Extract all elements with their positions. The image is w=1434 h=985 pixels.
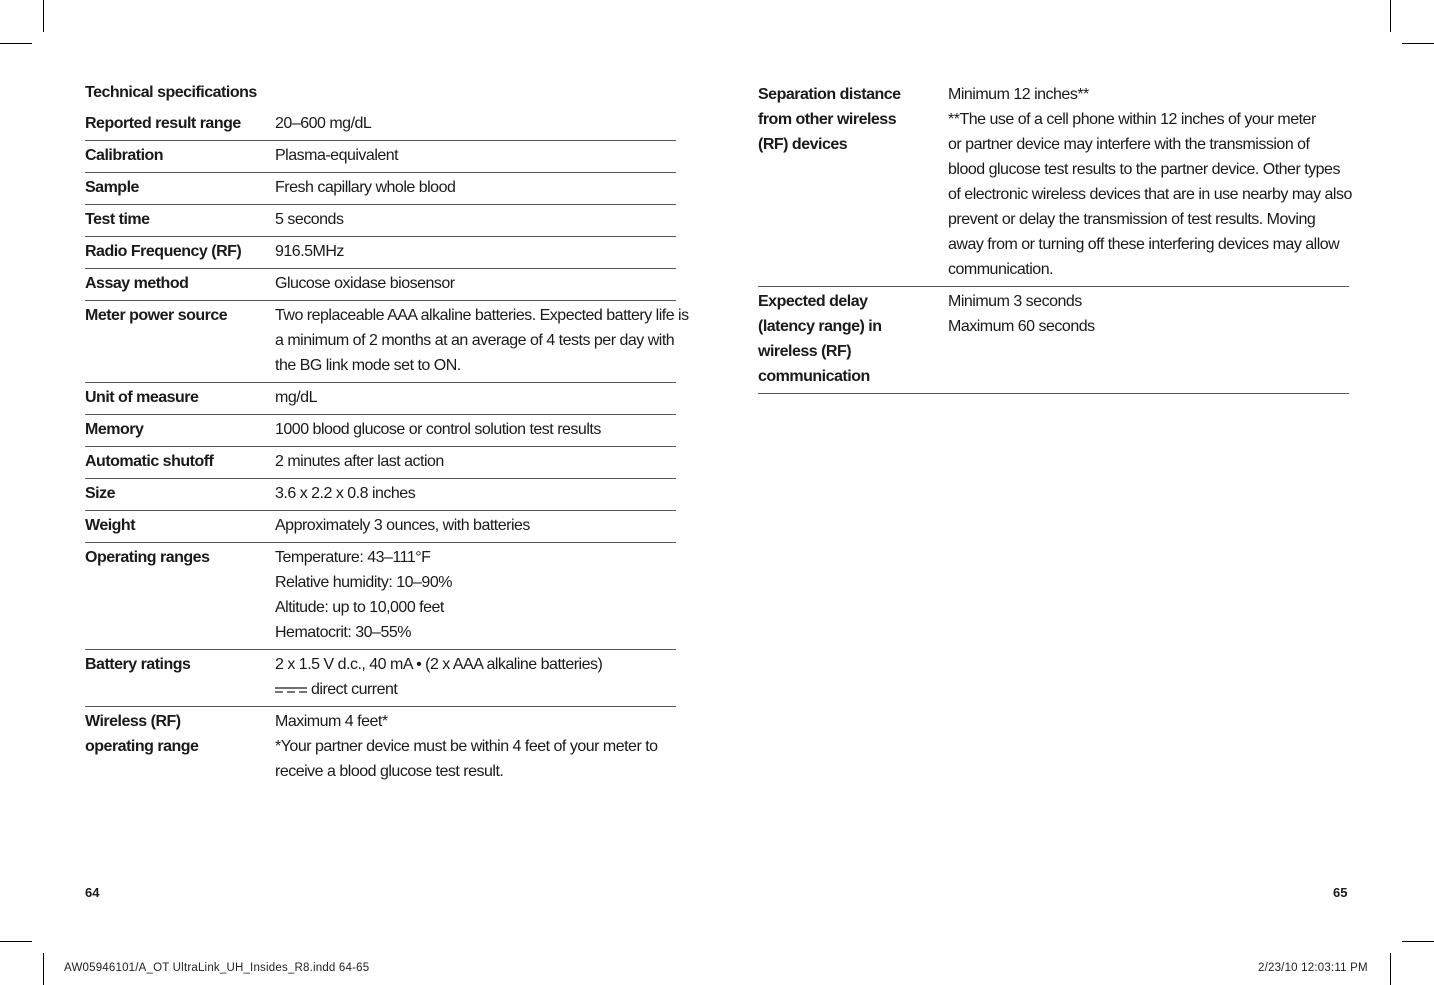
left-page — [85, 80, 689, 788]
crop-mark — [0, 941, 32, 942]
spec-label: Assay method — [85, 275, 189, 292]
spec-label: Sample — [85, 179, 139, 196]
spec-label: Size — [85, 485, 116, 502]
spec-value: mg/dL — [275, 389, 317, 406]
spec-label: Wireless (RF) operating range — [85, 713, 199, 755]
right-page — [758, 80, 1352, 394]
spec-label: Separation distance from other wireless (RF) devices — [758, 86, 901, 153]
slug-file-info: AW05946101/A_OT UltraLink_UH_Insides_R8.indd 64-65 — [64, 962, 370, 974]
spec-label: Radio Frequency (RF) — [85, 243, 242, 260]
spec-value: Minimum 3 seconds Maximum 60 seconds — [948, 293, 1095, 335]
page-number-left: 64 — [85, 885, 100, 900]
dc-label: direct current — [311, 681, 398, 698]
page-number-right: 65 — [1333, 885, 1348, 900]
spec-row-automatic-shutoff — [85, 447, 676, 479]
spec-row-assay-method — [85, 269, 676, 301]
slug-timestamp: 2/23/10 12:03:11 PM — [1258, 962, 1368, 974]
spec-row-expected-delay — [758, 287, 1349, 394]
spec-row-wireless-operating-range — [85, 707, 676, 788]
spec-value: Two replaceable AAA alkaline batteries. Expected battery life is a minimum of 2 months at an average of 4 tests per day with the BG link mode set to ON. — [275, 307, 689, 374]
spec-label: Operating ranges — [85, 549, 210, 566]
spec-value: Plasma-equivalent — [275, 147, 399, 164]
spec-row-unit-of-measure — [85, 383, 676, 415]
spec-value: Glucose oxidase biosensor — [275, 275, 455, 292]
spec-value: 5 seconds — [275, 211, 344, 228]
spec-row-battery-ratings — [85, 650, 676, 707]
spec-label: Meter power source — [85, 307, 228, 324]
crop-mark — [1390, 0, 1391, 32]
spec-label: Battery ratings — [85, 656, 191, 673]
spec-row-calibration — [85, 141, 676, 173]
spec-value: Minimum 12 inches** **The use of a cell phone within 12 inches of your meter or partner device may interfere with the transmission of blood glucose test results to the partner device. Other types of electronic wireless devices that are in use nearby may also prevent or delay the transmission of test results. Moving away from or turning off these interfering devices may allow communication. — [948, 86, 1352, 278]
spec-row-sample — [85, 173, 676, 205]
spec-value: 2 x 1.5 V d.c., 40 mA • (2 x AAA alkaline batteries) direct current — [275, 656, 603, 698]
spec-row-separation-distance — [758, 80, 1352, 287]
spec-row-weight — [85, 511, 676, 543]
crop-mark — [43, 953, 44, 985]
crop-mark — [43, 0, 44, 32]
spec-value: Approximately 3 ounces, with batteries — [275, 517, 530, 534]
spec-value: 20–600 mg/dL — [275, 115, 372, 132]
spec-value: Maximum 4 feet* *Your partner device must be within 4 feet of your meter to receive a blood glucose test result. — [275, 713, 658, 780]
spec-label: Calibration — [85, 147, 164, 164]
spec-value: Temperature: 43–111°F Relative humidity: 10–90% Altitude: up to 10,000 feet Hematocrit: 30–55% — [275, 549, 452, 641]
crop-mark — [1402, 941, 1434, 942]
spec-value: 1000 blood glucose or control solution test results — [275, 421, 601, 438]
spec-label: Test time — [85, 211, 150, 228]
spec-value: 916.5MHz — [275, 243, 344, 260]
spec-row-radio-frequency — [85, 237, 676, 269]
crop-mark — [1390, 953, 1391, 985]
crop-mark — [0, 43, 32, 44]
spec-value: 2 minutes after last action — [275, 453, 444, 470]
spec-row-size — [85, 479, 676, 511]
spec-value: Fresh capillary whole blood — [275, 179, 456, 196]
spec-label: Weight — [85, 517, 136, 534]
spec-row-operating-ranges — [85, 543, 676, 650]
spec-row-memory — [85, 415, 676, 447]
spec-label: Memory — [85, 421, 144, 438]
spec-label: Automatic shutoff — [85, 453, 214, 470]
direct-current-icon — [275, 686, 307, 694]
page-title: Technical specifications — [85, 84, 257, 101]
crop-mark — [1402, 43, 1434, 44]
spec-value: 3.6 x 2.2 x 0.8 inches — [275, 485, 416, 502]
spec-label: Reported result range — [85, 115, 241, 132]
spec-label: Expected delay (latency range) in wireless (RF) communication — [758, 293, 882, 385]
spec-row-test-time — [85, 205, 676, 237]
spec-label: Unit of measure — [85, 389, 199, 406]
spec-row-reported-result-range — [85, 109, 676, 141]
spec-row-meter-power-source — [85, 301, 689, 383]
